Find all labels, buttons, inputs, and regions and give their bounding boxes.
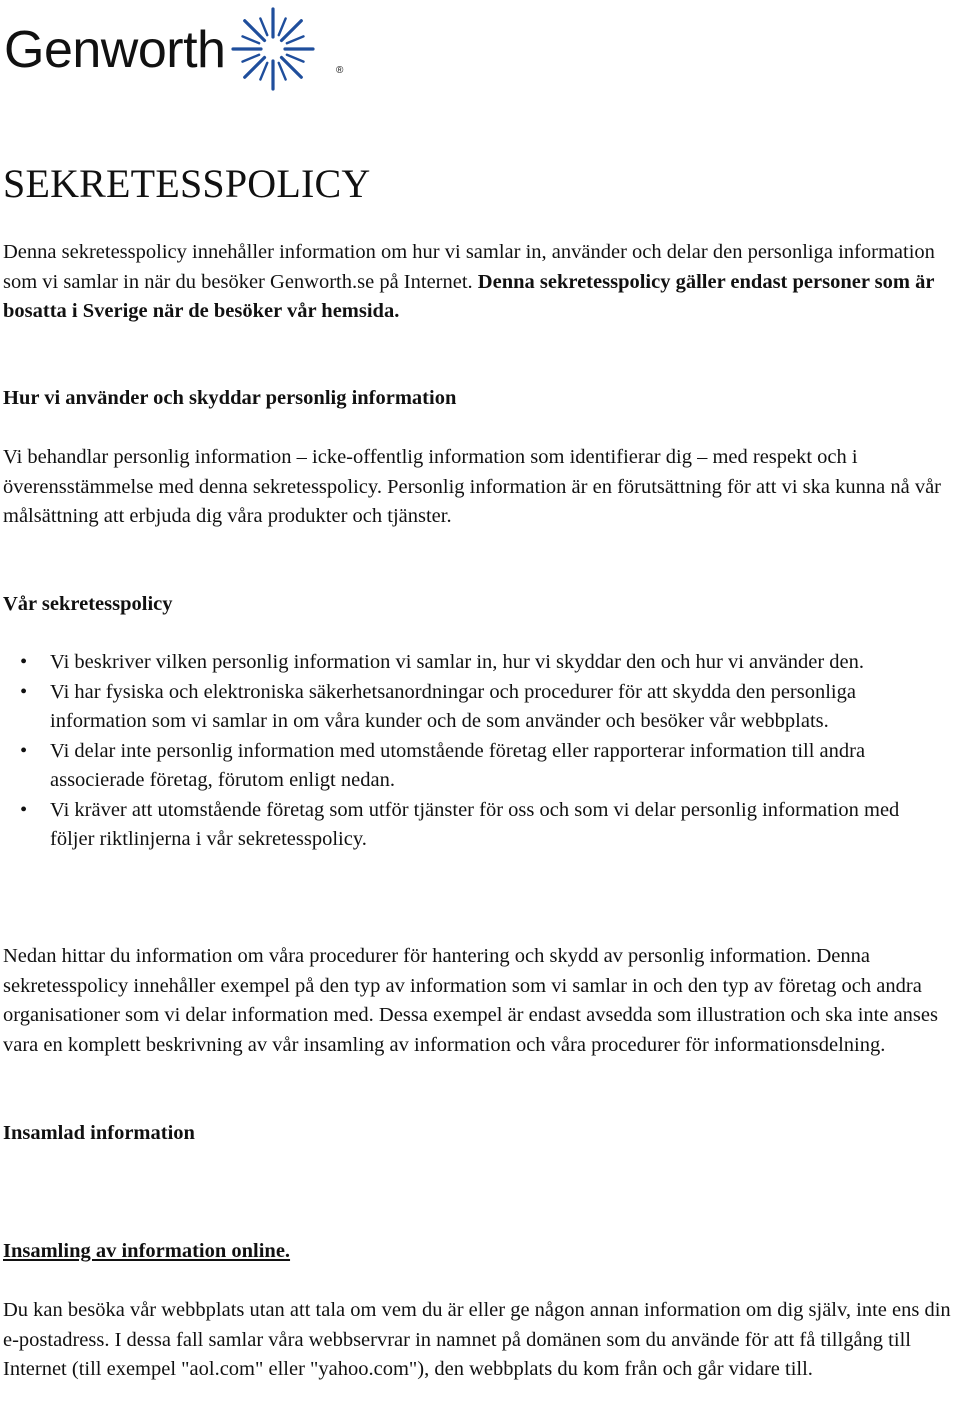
- list-item: [3, 648, 948, 678]
- section-heading-policy: Vår sekretesspolicy: [3, 593, 173, 615]
- bullet-icon: •: [20, 651, 28, 673]
- list-item-text: Vi kräver att utomstående företag som utför tjänster för oss och som vi delar personlig information med följer riktlinjerna i vår sekretesspolicy.: [50, 798, 900, 850]
- genworth-starburst-icon: [231, 5, 323, 93]
- section-body-usage: Vi behandlar personlig information – icke-offentlig information som identifierar dig – med respekt och i överensstämmelse med denna sekretesspolicy. Personlig information är en förutsättning för att vi ska kunna nå vår målsättning att erbjuda dig våra produkter och tjänster.: [3, 446, 941, 527]
- section-body-online: Du kan besöka vår webbplats utan att tala om vem du är eller ge någon annan information om dig själv, inte ens din e-postadress. I dessa fall samlar våra webbservrar in namnet på domänen som du använde för att få tillgång till Internet (till exempel "aol.com" eller "yahoo.com"), den webbplats du kom från och går vidare till.: [3, 1299, 951, 1380]
- intro-text: Denna sekretesspolicy innehåller information om hur vi samlar in, använder och delar den personliga information som vi samlar in när du besöker Genworth.se på Internet.: [3, 241, 935, 293]
- list-item: [3, 737, 948, 796]
- list-item-text: Vi beskriver vilken personlig information vi samlar in, hur vi skyddar den och hur vi använder den.: [50, 651, 865, 673]
- genworth-logo: [4, 4, 323, 94]
- list-item: [3, 678, 948, 737]
- list-item: [3, 796, 948, 855]
- procedures-paragraph: Nedan hittar du information om våra procedurer för hantering och skydd av personlig information. Denna sekretesspolicy innehåller exempel på den typ av information som vi samlar in och den typ av företag och andra organisationer som vi delar information med. Dessa exempel är endast avsedda som illustration och ska inte anses vara en komplett beskrivning av vår insamling av information och våra procedurer för informationsdelning.: [3, 945, 938, 1056]
- logo-wordmark: Genworth: [4, 21, 226, 79]
- starburst-ray: [243, 55, 260, 62]
- list-item-text: Vi har fysiska och elektroniska säkerhetsanordningar och procedurer för att skydda den personliga information som vi samlar in om våra kunder och de som använder och besöker vår webbplats.: [50, 680, 856, 732]
- bullet-icon: •: [20, 798, 28, 821]
- starburst-ray: [287, 36, 304, 43]
- page-title: SEKRETESSPOLICY: [3, 161, 371, 206]
- section-heading-usage: Hur vi använder och skyddar personlig information: [3, 387, 457, 409]
- intro-paragraph: [3, 238, 958, 327]
- starburst-ray: [279, 19, 286, 36]
- policy-bullet-list: [3, 648, 948, 855]
- registered-trademark: ®: [336, 65, 344, 76]
- starburst-ray: [287, 55, 304, 62]
- bullet-icon: •: [20, 739, 28, 762]
- starburst-ray: [243, 36, 260, 43]
- intro-bold-text: Denna sekretesspolicy gäller endast personer som är bosatta i Sverige när de besöker vår hemsida.: [3, 270, 935, 322]
- starburst-ray: [261, 63, 268, 80]
- section-heading-online: Insamling av information online.: [3, 1240, 291, 1262]
- starburst-ray: [279, 63, 286, 80]
- starburst-ray: [261, 19, 268, 36]
- section-heading-collected: Insamlad information: [3, 1122, 195, 1144]
- list-item-text: Vi delar inte personlig information med utomstående företag eller rapporterar information till andra associerade företag, förutom enligt nedan.: [50, 739, 866, 791]
- bullet-icon: •: [20, 680, 28, 703]
